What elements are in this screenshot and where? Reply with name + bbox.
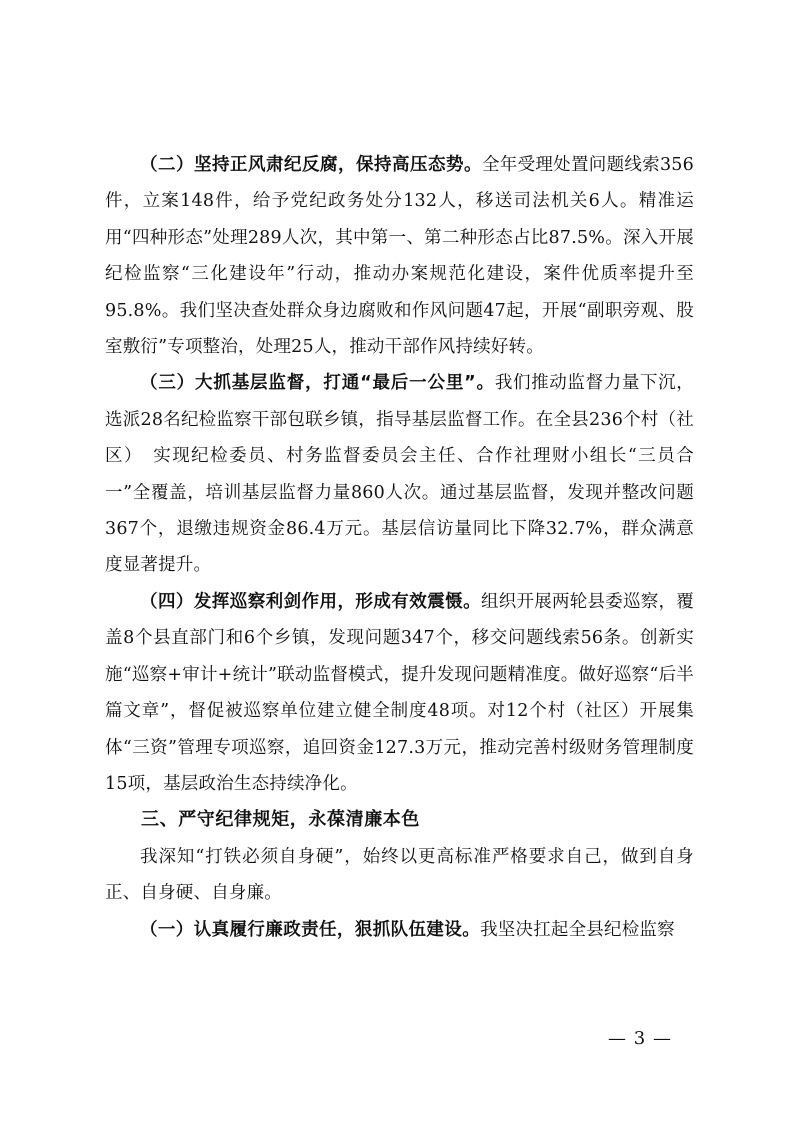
section-intro: 我深知“打铁必须自身硬”，始终以更高标准严格要求自己，做到自身正、自身硬、自身廉。 (105, 846, 694, 904)
paragraph-grassroots-supervision (105, 365, 694, 583)
paragraph-text: 我们推动监督力量下沉，选派28名纪检监察干部包联乡镇，指导基层监督工作。在全县236个村（社区） 实现纪检委员、村务监督委员会主任、合作社理财小组长“三员合一”全覆盖，培训基层监督力量860人次。通过基层监督，发现并整改问题367个，退缴违规资金86.4万元。基层信访量同比下降32.7%，群众满意度显著提升。 (105, 373, 694, 576)
page-number: — 3 — (608, 1028, 672, 1049)
paragraph-text: 我坚决扛起全县纪检监察 (480, 919, 675, 940)
paragraph-text: 全年受理处置问题线索356件，立案148件，给予党纪政务处分132人，移送司法机关6人。精准运用“四种形态”处理289人次，其中第一、第二种形态占比87.5%。深入开展纪检监察“三化建设年”行动，推动办案规范化建设，案件优质率提升至95.8%。我们坚决查处群众身边腐败和作风问题47起，开展“副职旁观、股室敷衍”专项整治，处理25人，推动干部作风持续好转。 (105, 155, 694, 358)
paragraph-integrity-responsibility (105, 912, 694, 948)
paragraph-text: 组织开展两轮县委巡察，覆盖8个县直部门和6个乡镇，发现问题347个，移交问题线索56条。创新实施“巡察+审计+统计”联动监督模式，提升发现问题精准度。做好巡察“后半篇文章”，督促被巡察单位建立健全制度48项。对12个村（社区）开展集体“三资”管理专项巡察，追回资金127.3万元，推动完善村级财务管理制度15项，基层政治生态持续净化。 (105, 591, 694, 794)
paragraph-lead: （二）坚持正风肃纪反腐，保持高压态势。 (140, 155, 482, 175)
document-body (105, 147, 694, 948)
paragraph-lead: （四）发挥巡察利剑作用，形成有效震慑。 (140, 591, 482, 612)
paragraph-lead: （一）认真履行廉政责任，狠抓队伍建设。 (140, 919, 481, 940)
paragraph-discipline-anticorruption (105, 147, 694, 365)
paragraph-lead: （三）大抓基层监督，打通“最后一公里”。 (140, 373, 495, 394)
paragraph-inspection-tours (105, 584, 694, 802)
section-heading: 三、严守纪律规矩，永葆清廉本色 (141, 809, 420, 831)
